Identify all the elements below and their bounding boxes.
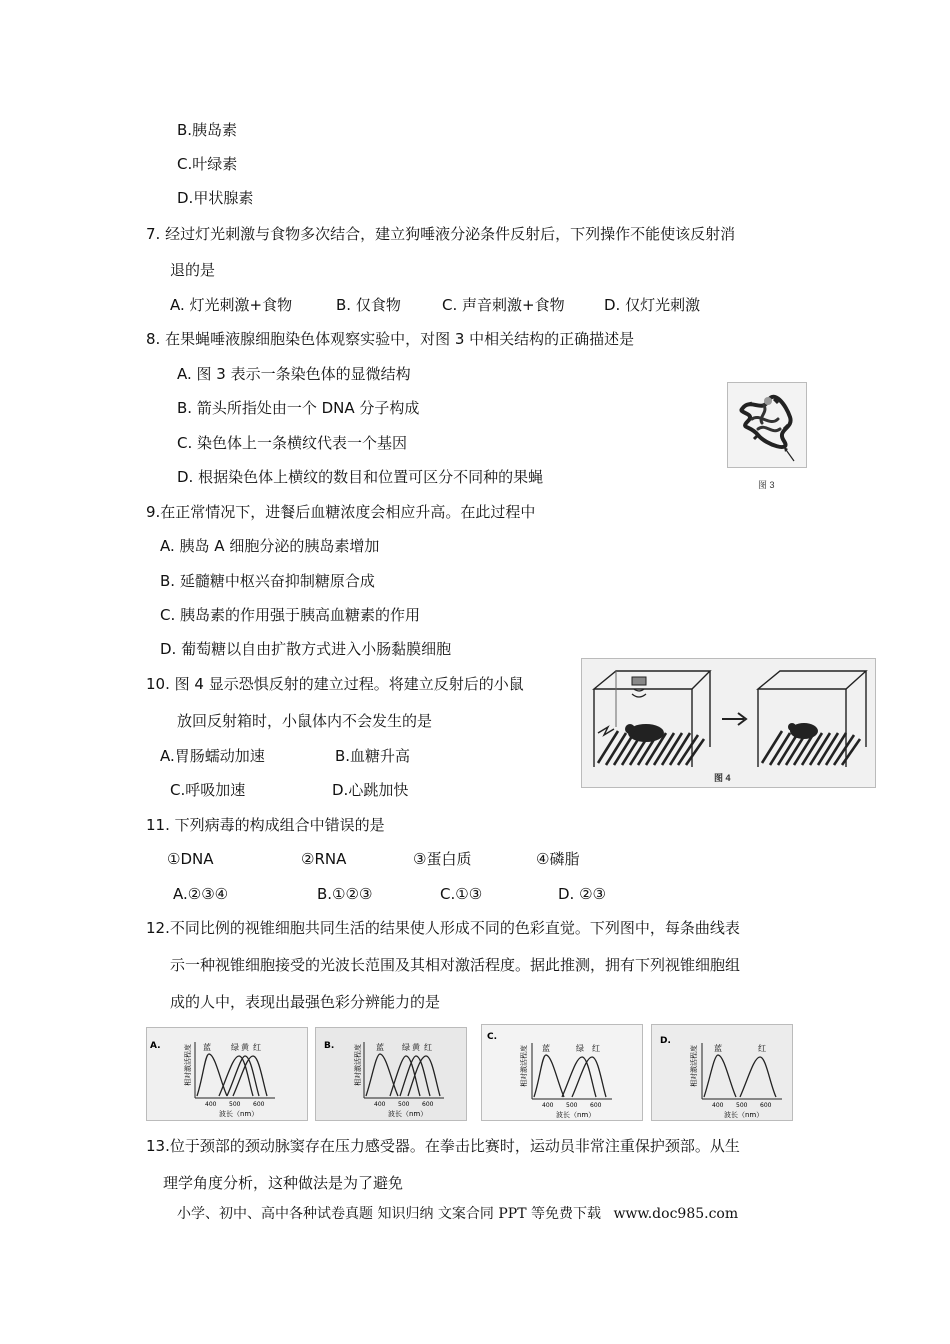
chart-c: [481, 1024, 643, 1121]
q13-stem-cont: 理学角度分析，这种做法是为了避免: [163, 1174, 404, 1192]
chart-c-label-green: 绿: [576, 1044, 584, 1053]
q7-option-c: C. 声音刺激+食物: [442, 296, 565, 314]
chart-d-tick-600: 600: [760, 1102, 772, 1109]
chart-a-label-blue: 蓝: [203, 1043, 211, 1052]
q6-option-b: B.胰岛素: [177, 121, 238, 139]
q7-option-b: B. 仅食物: [336, 296, 401, 314]
figure-3-chromosome: [727, 382, 807, 468]
q8-stem: 8. 在果蝇唾液腺细胞染色体观察实验中，对图 3 中相关结构的正确描述是: [146, 330, 635, 348]
q9-option-a: A. 胰岛 A 细胞分泌的胰岛素增加: [160, 537, 380, 555]
q9-option-c: C. 胰岛素的作用强于胰高血糖素的作用: [160, 606, 421, 624]
chart-a: [146, 1027, 308, 1121]
footer-text: 小学、初中、高中各种试卷真题 知识归纳 文案合同 PPT 等免费下载: [177, 1206, 601, 1222]
q11-item-1: ①DNA: [167, 850, 214, 868]
footer: [177, 1203, 738, 1223]
chart-c-letter: C.: [487, 1032, 498, 1042]
q11-stem: 11. 下列病毒的构成组合中错误的是: [146, 816, 385, 834]
chromosome-image: [728, 383, 806, 467]
q11-option-d: D. ②③: [558, 885, 606, 903]
chart-b-tick-500: 500: [398, 1101, 410, 1108]
chart-c-label-blue: 蓝: [542, 1044, 550, 1053]
chart-b-label-yellow: 黄: [412, 1043, 420, 1052]
q10-option-d: D.心跳加快: [332, 781, 409, 799]
reflex-box-image: [582, 659, 875, 787]
q10-option-b: B.血糖升高: [335, 747, 411, 765]
chart-d-label-blue: 蓝: [714, 1044, 722, 1053]
chart-d-ylabel: 相对激活程度: [690, 1045, 698, 1087]
q11-item-3: ③蛋白质: [413, 850, 472, 868]
chart-a-letter: A.: [150, 1041, 161, 1051]
q11-option-b: B.①②③: [317, 885, 373, 903]
chart-b-xlabel: 波长（nm）: [388, 1110, 428, 1118]
chart-b-tick-600: 600: [422, 1101, 434, 1108]
q11-option-c: C.①③: [440, 885, 483, 903]
chart-c-tick-600: 600: [590, 1102, 602, 1109]
q12-stem-cont2: 成的人中，表现出最强色彩分辨能力的是: [170, 993, 441, 1011]
chart-a-tick-600: 600: [253, 1101, 265, 1108]
chart-d-tick-500: 500: [736, 1102, 748, 1109]
chart-a-tick-400: 400: [205, 1101, 217, 1108]
q10-stem: 10. 图 4 显示恐惧反射的建立过程。将建立反射后的小鼠: [146, 675, 524, 693]
chart-a-ylabel: 相对激活程度: [184, 1044, 192, 1086]
chart-a-label-yellow: 黄: [241, 1043, 249, 1052]
chart-d-label-red: 红: [758, 1044, 766, 1053]
q8-option-b: B. 箭头所指处由一个 DNA 分子构成: [177, 399, 420, 417]
q12-stem: 12.不同比例的视锥细胞共同生活的结果使人形成不同的色彩直觉。下列图中，每条曲线表: [146, 919, 740, 937]
chart-b-label-red: 红: [424, 1043, 432, 1052]
q12-stem-cont1: 示一种视锥细胞接受的光波长范围及其相对激活程度。据此推测，拥有下列视锥细胞组: [170, 956, 741, 974]
q11-option-a: A.②③④: [173, 885, 229, 903]
q7-option-a: A. 灯光刺激+食物: [170, 296, 293, 314]
q8-option-c: C. 染色体上一条横纹代表一个基因: [177, 434, 408, 452]
q7-stem: 7. 经过灯光刺激与食物多次结合，建立狗唾液分泌条件反射后，下列操作不能使该反射消: [146, 225, 736, 243]
chart-c-label-red: 红: [592, 1044, 600, 1053]
q8-option-d: D. 根据染色体上横纹的数目和位置可区分不同种的果蝇: [177, 468, 544, 486]
q9-option-b: B. 延髓糖中枢兴奋抑制糖原合成: [160, 572, 375, 590]
q10-stem-cont: 放回反射箱时，小鼠体内不会发生的是: [177, 712, 433, 730]
chart-b-tick-400: 400: [374, 1101, 386, 1108]
chart-a-label-green: 绿: [231, 1043, 239, 1052]
q13-stem: 13.位于颈部的颈动脉窦存在压力感受器。在拳击比赛时，运动员非常注重保护颈部。从生: [146, 1137, 740, 1155]
chart-b-letter: B.: [324, 1041, 335, 1051]
q9-stem: 9.在正常情况下，进餐后血糖浓度会相应升高。在此过程中: [146, 503, 536, 521]
q11-item-2: ②RNA: [301, 850, 347, 868]
chart-a-tick-500: 500: [229, 1101, 241, 1108]
footer-url[interactable]: www.doc985.com: [613, 1206, 739, 1222]
chart-d-xlabel: 波长（nm）: [724, 1111, 764, 1119]
chart-d: [651, 1024, 793, 1121]
q11-item-4: ④磷脂: [536, 850, 580, 868]
q6-option-d: D.甲状腺素: [177, 189, 254, 207]
figure-4-caption: 图 4: [714, 773, 731, 783]
q10-option-c: C.呼吸加速: [170, 781, 246, 799]
chart-c-ylabel: 相对激活程度: [520, 1045, 528, 1087]
chart-b-label-green: 绿: [402, 1043, 410, 1052]
chart-c-xlabel: 波长（nm）: [556, 1111, 596, 1119]
chart-c-tick-500: 500: [566, 1102, 578, 1109]
chart-a-label-red: 红: [253, 1043, 261, 1052]
q7-option-d: D. 仅灯光刺激: [604, 296, 701, 314]
q8-option-a: A. 图 3 表示一条染色体的显微结构: [177, 365, 411, 383]
chart-a-xlabel: 波长（nm）: [219, 1110, 259, 1118]
figure-4-reflex-box: [581, 658, 876, 788]
chart-b-label-blue: 蓝: [376, 1043, 384, 1052]
chart-b-ylabel: 相对激活程度: [354, 1044, 362, 1086]
q7-stem-cont: 退的是: [170, 261, 216, 279]
chart-d-tick-400: 400: [712, 1102, 724, 1109]
q6-option-c: C.叶绿素: [177, 155, 238, 173]
figure-3-caption: 图 3: [758, 480, 775, 490]
chart-d-letter: D.: [660, 1036, 671, 1046]
chart-c-tick-400: 400: [542, 1102, 554, 1109]
q10-option-a: A.胃肠蠕动加速: [160, 747, 265, 765]
chart-b: [315, 1027, 467, 1121]
q9-option-d: D. 葡萄糖以自由扩散方式进入小肠黏膜细胞: [160, 640, 452, 658]
